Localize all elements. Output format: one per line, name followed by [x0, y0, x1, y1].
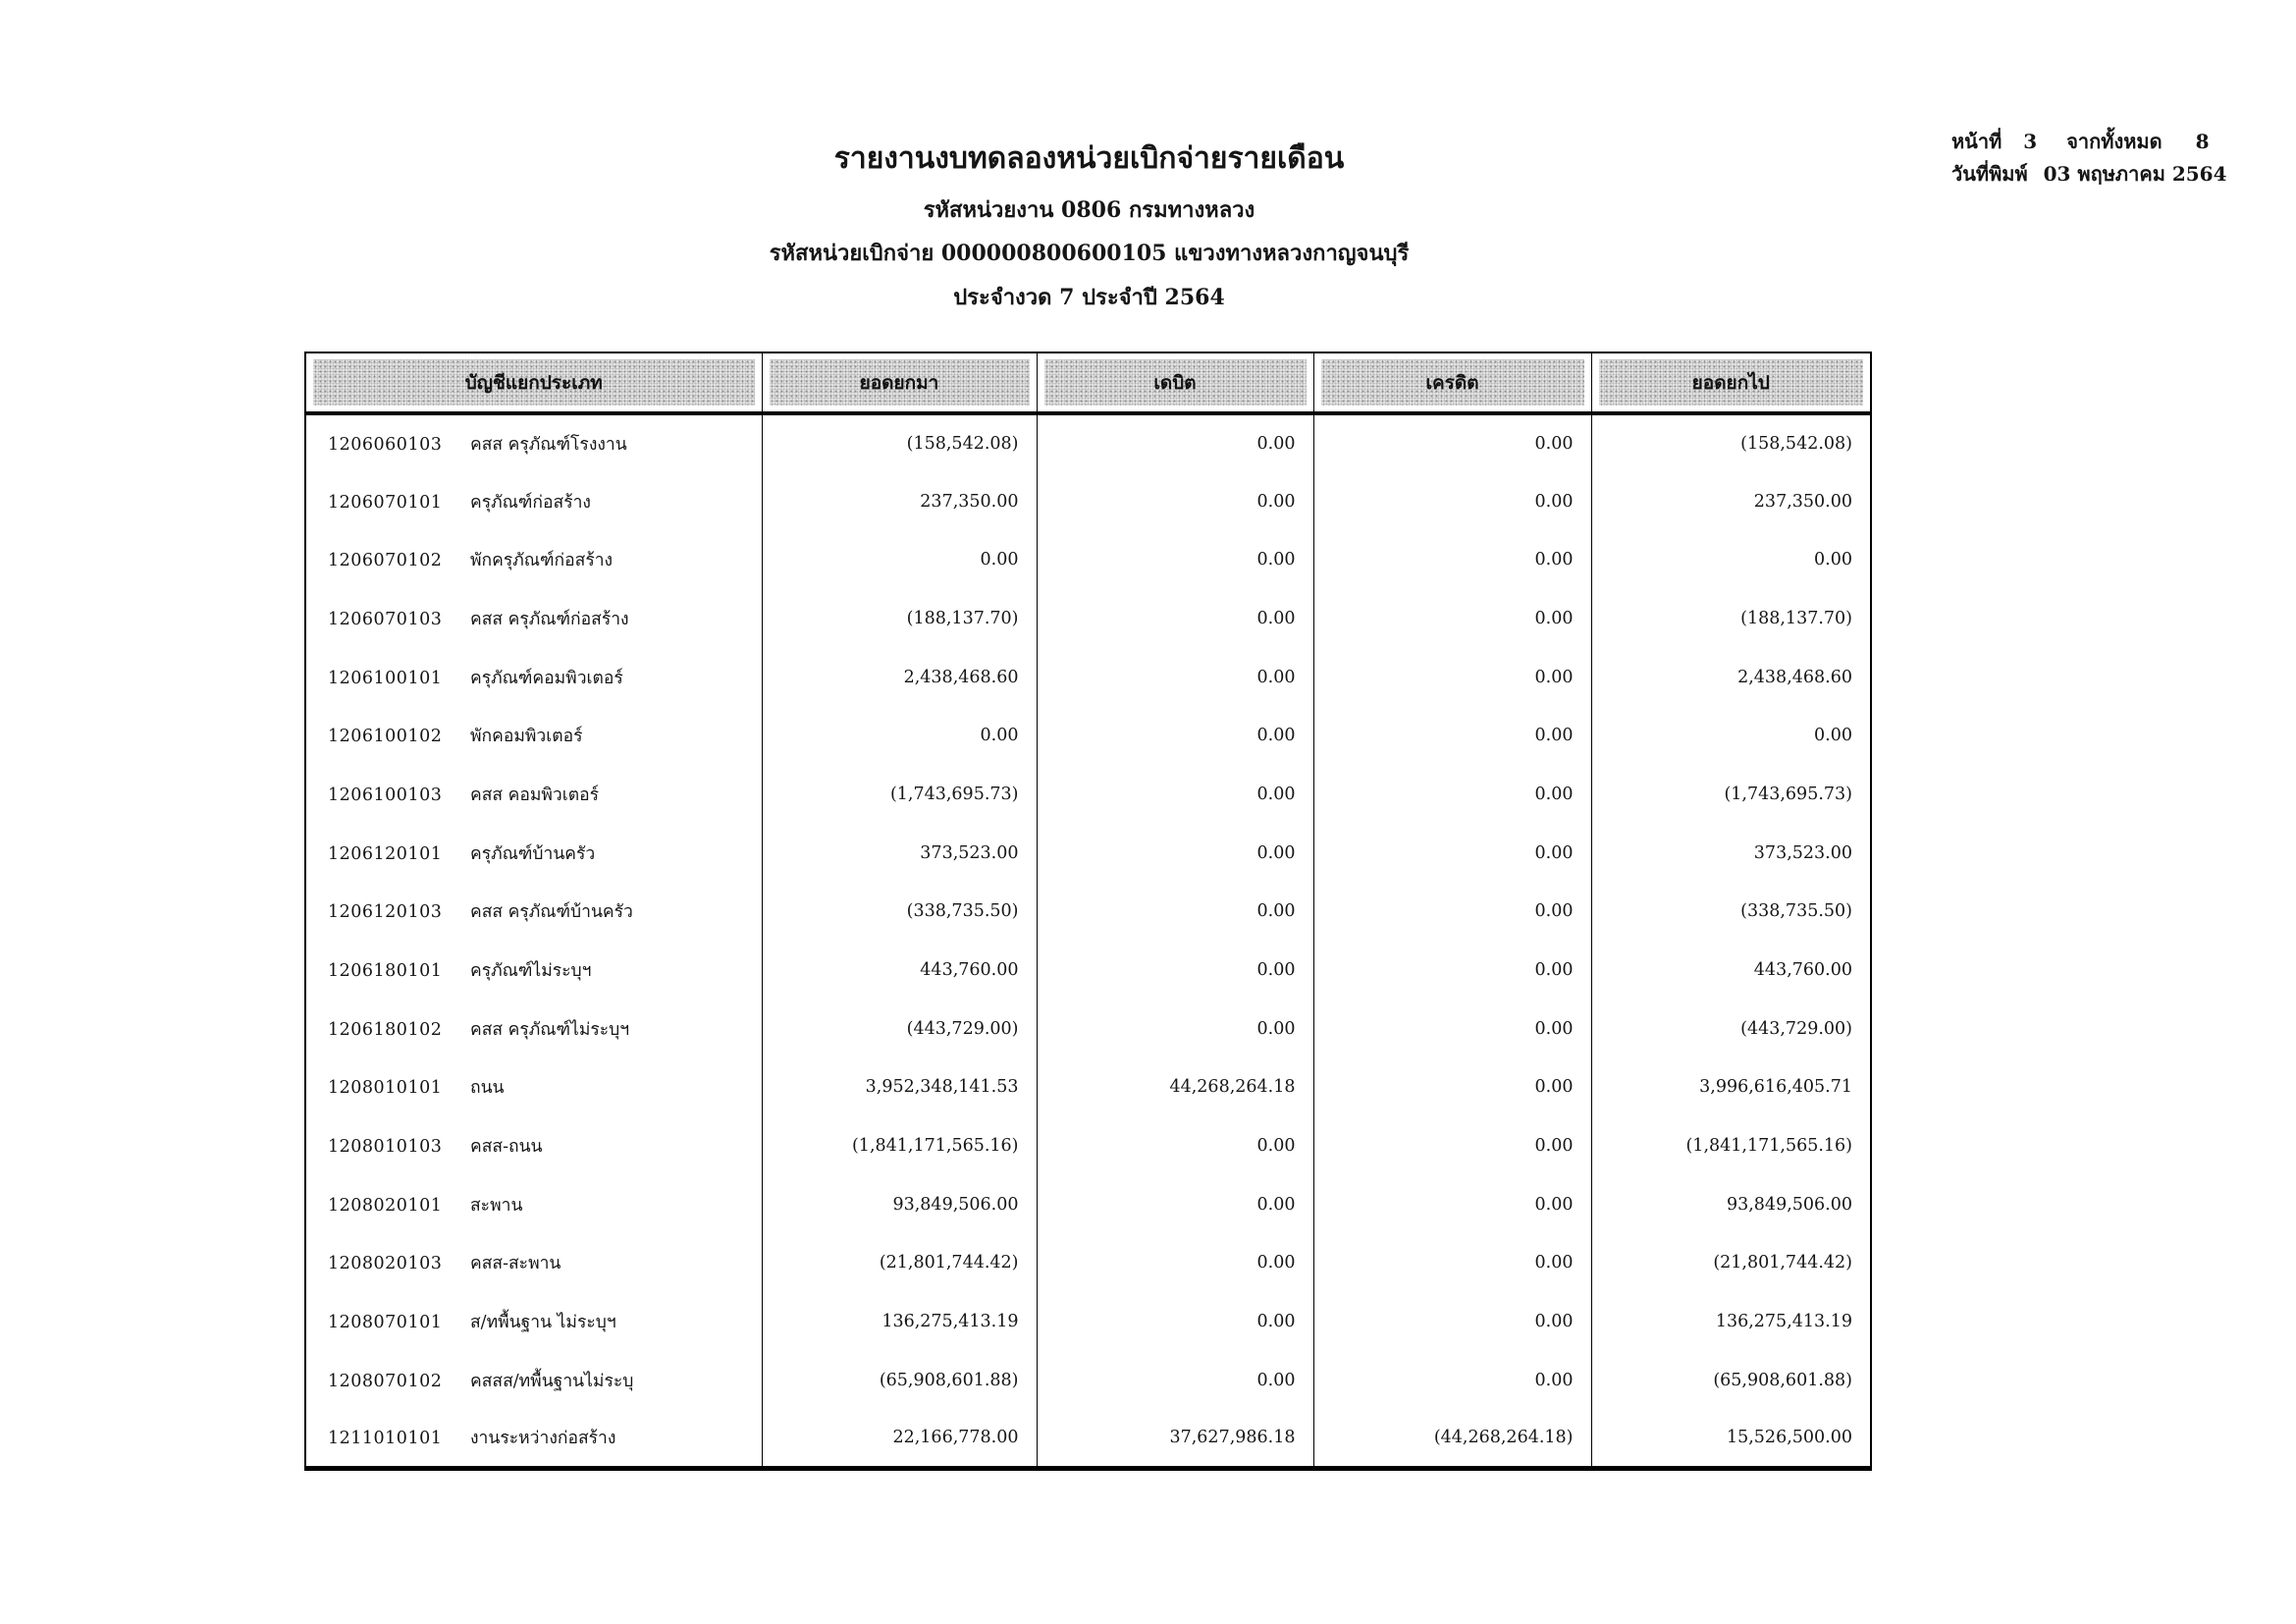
account-name: ครุภัณฑ์ก่อสร้าง	[470, 492, 591, 513]
carried-forward-amount: 15,526,500.00	[1591, 1410, 1871, 1469]
account-cell	[305, 883, 762, 942]
table-row	[305, 941, 1871, 1000]
account-name: คสส ครุภัณฑ์ก่อสร้าง	[470, 609, 629, 629]
credit-amount: 0.00	[1313, 648, 1591, 707]
account-name: พักคอมพิวเตอร์	[470, 727, 583, 747]
account-code: 1208020103	[328, 1254, 443, 1274]
table-header	[305, 352, 1871, 413]
debit-amount: 0.00	[1037, 413, 1313, 472]
page-number: 3	[2023, 130, 2038, 153]
account-name: ครุภัณฑ์บ้านครัว	[470, 843, 596, 864]
table-row	[305, 472, 1871, 531]
account-code: 1206070103	[328, 609, 443, 629]
credit-amount: 0.00	[1313, 706, 1591, 765]
brought-forward-amount: 443,760.00	[762, 941, 1037, 1000]
account-code: 1206100103	[328, 785, 443, 805]
carried-forward-amount: (338,735.50)	[1591, 883, 1871, 942]
debit-amount: 0.00	[1037, 765, 1313, 824]
brought-forward-amount: 22,166,778.00	[762, 1410, 1037, 1469]
credit-amount: 0.00	[1313, 1292, 1591, 1351]
carried-forward-amount: 0.00	[1591, 530, 1871, 589]
account-code: 1206100102	[328, 727, 443, 747]
account-cell	[305, 1175, 762, 1234]
credit-amount: 0.00	[1313, 765, 1591, 824]
table-row	[305, 1234, 1871, 1293]
account-cell	[305, 472, 762, 531]
account-name: ส/ทพื้นฐาน ไม่ระบุฯ	[470, 1313, 616, 1333]
table-row	[305, 1175, 1871, 1234]
carried-forward-amount: 0.00	[1591, 706, 1871, 765]
table-row	[305, 1058, 1871, 1117]
agency-code-line: รหัสหน่วยงาน 0806 กรมทางหลวง	[923, 197, 1255, 223]
table-row	[305, 589, 1871, 648]
carried-forward-amount: (443,729.00)	[1591, 1000, 1871, 1058]
account-name: คสส ครุภัณฑ์โรงงาน	[470, 434, 627, 455]
carried-forward-amount: (158,542.08)	[1591, 413, 1871, 472]
debit-amount: 0.00	[1037, 883, 1313, 942]
carried-forward-amount: (1,841,171,565.16)	[1591, 1116, 1871, 1175]
credit-amount: 0.00	[1313, 1351, 1591, 1410]
carried-forward-amount: 2,438,468.60	[1591, 648, 1871, 707]
carried-forward-amount: (21,801,744.42)	[1591, 1234, 1871, 1293]
column-header-brought-forward	[762, 352, 1037, 413]
account-cell	[305, 824, 762, 883]
credit-amount: 0.00	[1313, 824, 1591, 883]
account-code: 1206060103	[328, 434, 443, 455]
carried-forward-amount: 237,350.00	[1591, 472, 1871, 531]
account-cell	[305, 1116, 762, 1175]
account-cell	[305, 941, 762, 1000]
report-title: รายงานงบทดลองหน่วยเบิกจ่ายรายเดือน	[833, 141, 1345, 176]
column-header-account	[305, 352, 762, 413]
brought-forward-amount: 93,849,506.00	[762, 1175, 1037, 1234]
account-cell	[305, 765, 762, 824]
account-name: คสส ครุภัณฑ์ไม่ระบุฯ	[470, 1019, 630, 1040]
account-name: คสส ครุภัณฑ์บ้านครัว	[470, 902, 633, 923]
account-code: 1208020101	[328, 1195, 443, 1216]
account-code: 1206070102	[328, 551, 443, 571]
credit-amount: 0.00	[1313, 1058, 1591, 1117]
account-code: 1206120103	[328, 902, 443, 923]
total-pages-label: จากทั้งหมด	[2066, 130, 2163, 153]
print-date-label: วันที่พิมพ์	[1951, 162, 2028, 186]
table-row	[305, 413, 1871, 472]
brought-forward-amount: (1,743,695.73)	[762, 765, 1037, 824]
table-row	[305, 883, 1871, 942]
table-row	[305, 1116, 1871, 1175]
brought-forward-amount: (65,908,601.88)	[762, 1351, 1037, 1410]
table-row	[305, 648, 1871, 707]
table-row	[305, 1292, 1871, 1351]
credit-amount: 0.00	[1313, 472, 1591, 531]
table-row	[305, 824, 1871, 883]
credit-amount: 0.00	[1313, 1175, 1591, 1234]
debit-amount: 37,627,986.18	[1037, 1410, 1313, 1469]
debit-amount: 0.00	[1037, 1000, 1313, 1058]
brought-forward-amount: (21,801,744.42)	[762, 1234, 1037, 1293]
account-cell	[305, 530, 762, 589]
account-name: คสส คอมพิวเตอร์	[470, 785, 600, 805]
debit-amount: 0.00	[1037, 648, 1313, 707]
debit-amount: 0.00	[1037, 1351, 1313, 1410]
account-name: ครุภัณฑ์คอมพิวเตอร์	[470, 668, 623, 688]
account-cell	[305, 1058, 762, 1117]
credit-amount: 0.00	[1313, 1000, 1591, 1058]
debit-amount: 0.00	[1037, 472, 1313, 531]
carried-forward-amount: 93,849,506.00	[1591, 1175, 1871, 1234]
brought-forward-amount: (1,841,171,565.16)	[762, 1116, 1037, 1175]
account-cell	[305, 1234, 762, 1293]
account-code: 1206120101	[328, 843, 443, 864]
brought-forward-amount: 237,350.00	[762, 472, 1037, 531]
account-name: คสสส/ทพื้นฐานไม่ระบุ	[470, 1371, 634, 1391]
brought-forward-amount: 373,523.00	[762, 824, 1037, 883]
account-cell	[305, 706, 762, 765]
carried-forward-amount: (1,743,695.73)	[1591, 765, 1871, 824]
brought-forward-amount: 0.00	[762, 706, 1037, 765]
column-header-credit-label: เครดิต	[1321, 359, 1584, 406]
account-name: ครุภัณฑ์ไม่ระบุฯ	[470, 961, 592, 982]
account-code: 1208010101	[328, 1078, 443, 1099]
brought-forward-amount: 2,438,468.60	[762, 648, 1037, 707]
table-row	[305, 1351, 1871, 1410]
total-pages: 8	[2195, 130, 2210, 153]
credit-amount: 0.00	[1313, 941, 1591, 1000]
column-header-credit	[1313, 352, 1591, 413]
account-name: สะพาน	[470, 1195, 523, 1216]
credit-amount: (44,268,264.18)	[1313, 1410, 1591, 1469]
brought-forward-amount: (443,729.00)	[762, 1000, 1037, 1058]
debit-amount: 0.00	[1037, 589, 1313, 648]
carried-forward-amount: 443,760.00	[1591, 941, 1871, 1000]
account-name: คสส-สะพาน	[470, 1254, 561, 1274]
table-row	[305, 1000, 1871, 1058]
carried-forward-amount: (188,137.70)	[1591, 589, 1871, 648]
account-code: 1206180102	[328, 1019, 443, 1040]
account-name: ถนน	[470, 1078, 505, 1099]
brought-forward-amount: 136,275,413.19	[762, 1292, 1037, 1351]
credit-amount: 0.00	[1313, 1116, 1591, 1175]
debit-amount: 0.00	[1037, 706, 1313, 765]
credit-amount: 0.00	[1313, 413, 1591, 472]
page-label: หน้าที่	[1951, 130, 2002, 153]
carried-forward-amount: 136,275,413.19	[1591, 1292, 1871, 1351]
credit-amount: 0.00	[1313, 883, 1591, 942]
credit-amount: 0.00	[1313, 1234, 1591, 1293]
debit-amount: 0.00	[1037, 1116, 1313, 1175]
brought-forward-amount: (188,137.70)	[762, 589, 1037, 648]
carried-forward-amount: (65,908,601.88)	[1591, 1351, 1871, 1410]
account-name: พักครุภัณฑ์ก่อสร้าง	[470, 551, 614, 571]
debit-amount: 44,268,264.18	[1037, 1058, 1313, 1117]
account-code: 1208070101	[328, 1313, 443, 1333]
table-row	[305, 706, 1871, 765]
account-code: 1211010101	[328, 1429, 443, 1449]
brought-forward-amount: (158,542.08)	[762, 413, 1037, 472]
column-header-brought-forward-label: ยอดยกมา	[770, 359, 1030, 406]
table-row	[305, 765, 1871, 824]
account-cell	[305, 1351, 762, 1410]
table-body	[305, 413, 1871, 1468]
carried-forward-amount: 3,996,616,405.71	[1591, 1058, 1871, 1117]
debit-amount: 0.00	[1037, 1234, 1313, 1293]
disbursement-unit-line: รหัสหน่วยเบิกจ่าย 000000800600105 แขวงทางหลวงกาญจนบุรี	[769, 241, 1410, 266]
account-code: 1208070102	[328, 1371, 443, 1391]
account-cell	[305, 1000, 762, 1058]
column-header-carried-forward	[1591, 352, 1871, 413]
account-name: งานระหว่างก่อสร้าง	[470, 1429, 616, 1449]
debit-amount: 0.00	[1037, 530, 1313, 589]
account-cell	[305, 413, 762, 472]
column-header-account-label: บัญชีแยกประเภท	[313, 359, 755, 406]
column-header-debit-label: เดบิต	[1044, 359, 1307, 406]
brought-forward-amount: 0.00	[762, 530, 1037, 589]
brought-forward-amount: (338,735.50)	[762, 883, 1037, 942]
credit-amount: 0.00	[1313, 530, 1591, 589]
table-row	[305, 1410, 1871, 1469]
debit-amount: 0.00	[1037, 1175, 1313, 1234]
debit-amount: 0.00	[1037, 1292, 1313, 1351]
account-code: 1206180101	[328, 961, 443, 982]
account-cell	[305, 648, 762, 707]
carried-forward-amount: 373,523.00	[1591, 824, 1871, 883]
account-code: 1208010103	[328, 1137, 443, 1158]
account-cell	[305, 1292, 762, 1351]
print-date: 03 พฤษภาคม 2564	[2043, 162, 2227, 186]
account-name: คสส-ถนน	[470, 1137, 543, 1158]
account-cell	[305, 589, 762, 648]
table-row	[305, 530, 1871, 589]
credit-amount: 0.00	[1313, 589, 1591, 648]
account-cell	[305, 1410, 762, 1469]
account-code: 1206100101	[328, 668, 443, 688]
period-line: ประจำงวด 7 ประจำปี 2564	[953, 285, 1225, 310]
trial-balance-table	[304, 352, 1872, 1471]
debit-amount: 0.00	[1037, 941, 1313, 1000]
debit-amount: 0.00	[1037, 824, 1313, 883]
column-header-carried-forward-label: ยอดยกไป	[1599, 359, 1864, 406]
column-header-debit	[1037, 352, 1313, 413]
brought-forward-amount: 3,952,348,141.53	[762, 1058, 1037, 1117]
account-code: 1206070101	[328, 492, 443, 513]
